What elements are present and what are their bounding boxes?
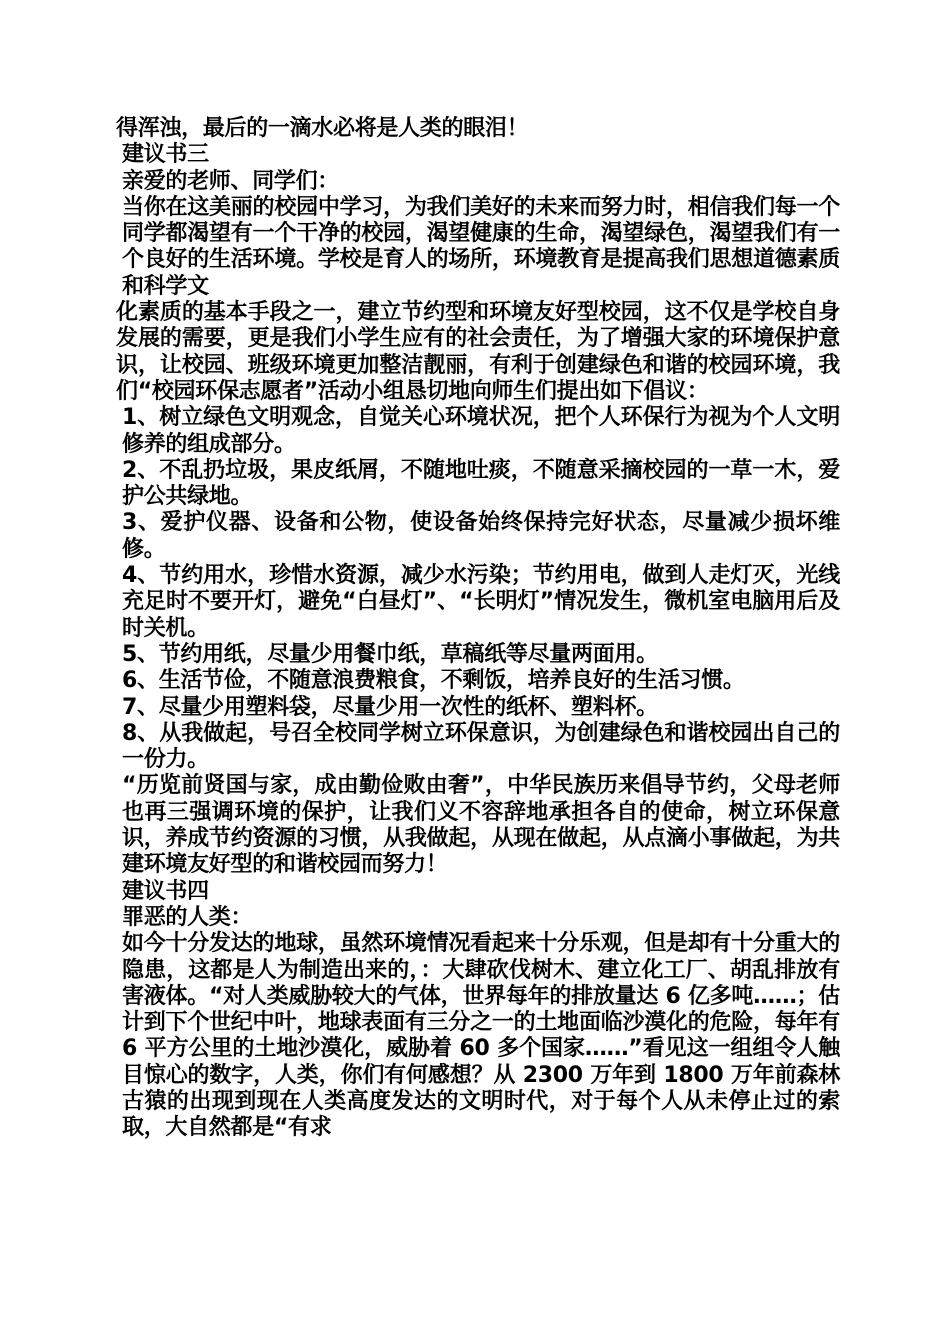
document-page xyxy=(116,116,840,1142)
proposal-item-5: 5、节约用纸，尽量少用餐巾纸，草稿纸等尽量两面用。 xyxy=(122,641,658,667)
salutation-teachers-students: 亲爱的老师、同学们： xyxy=(122,168,340,194)
proposal-item-3: 3、爱护仪器、设备和公物，使设备始终保持完好状态，尽量减少损坏维修。 xyxy=(122,510,840,562)
paragraph-intro: 当你在这美丽的校园中学习，为我们美好的未来而努力时，相信我们每一个同学都渴望有一个干净的校园，渴望健康的生命，渴望绿色，渴望我们有一个良好的生活环境。学校是育人的场所，环境教育是提高我们思想道德素质和科学文 xyxy=(122,194,840,299)
heading-proposal-four: 建议书四 xyxy=(122,878,209,904)
proposal-item-8: 8、从我做起，号召全校同学树立环保意识，为创建绿色和谐校园出自己的一份力。 xyxy=(122,720,840,773)
proposal-item-4: 4、节约用水，珍惜水资源，减少水污染；节约用电，做到人走灯灭，光线充足时不要开灯，避免“白昼灯”、“长明灯”情况发生，微机室电脑用后及时关机。 xyxy=(122,563,840,641)
paragraph-1: 得浑浊，最后的一滴水必将是人类的眼泪！ xyxy=(116,116,529,141)
proposal-item-7: 7、尽量少用塑料袋，尽量少用一次性的纸杯、塑料杯。 xyxy=(122,694,658,720)
paragraph-intro-continued: 化素质的基本手段之一，建立节约型和环境友好型校园，这不仅是学校自身发展的需要，更是我们小学生应有的社会责任，为了增强大家的环境保护意识，让校园、班级环境更加整洁靓丽，有利于创建绿色和谐的校园环境，我们“校园环保志愿者”活动小组恳切地向师生们提出如下倡议： xyxy=(116,300,840,404)
paragraph-earth-warning: 如今十分发达的地球，虽然环境情况看起来十分乐观，但是却有十分重大的隐患，这都是人为制造出来的，：大肆砍伐树木、建立化工厂、胡乱排放有害液体。“对人类威胁较大的气体，世界每年的排放量达 6 亿多吨……；估计到下个世纪中叶，地球表面有三分之一的土地面临沙漠化的危险，每年有 6 平方公里的土地沙漠化，威胁着 60 多个国家……”看见这一组组令人触目惊心的数字，人类，你们有何感想？从 2300 万年到 1800 万年前森林古猿的出现到现在人类高度发达的文明时代，对于每个人从未停止过的索取，大自然都是“有求 xyxy=(122,931,840,1141)
paragraph-conclusion: “历览前贤国与家，成由勤俭败由奢”，中华民族历来倡导节约，父母老师也再三强调环境的保护，让我们义不容辞地承担各自的使命，树立环保意识，养成节约资源的习惯，从我做起，从现在做起，从点滴小事做起，为共建环境友好型的和谐校园而努力！ xyxy=(122,773,840,878)
proposal-item-1: 1、树立绿色文明观念，自觉关心环境状况，把个人环保行为视为个人文明修养的组成部分。 xyxy=(122,405,840,457)
proposal-item-6: 6、生活节俭，不随意浪费粮食，不剩饭，培养良好的生活习惯。 xyxy=(122,668,745,694)
proposal-item-2: 2、不乱扔垃圾，果皮纸屑，不随地吐痰，不随意采摘校园的一草一木，爱护公共绿地。 xyxy=(122,457,840,510)
heading-proposal-three: 建议书三 xyxy=(122,142,209,168)
salutation-humans: 罪恶的人类： xyxy=(122,904,253,930)
